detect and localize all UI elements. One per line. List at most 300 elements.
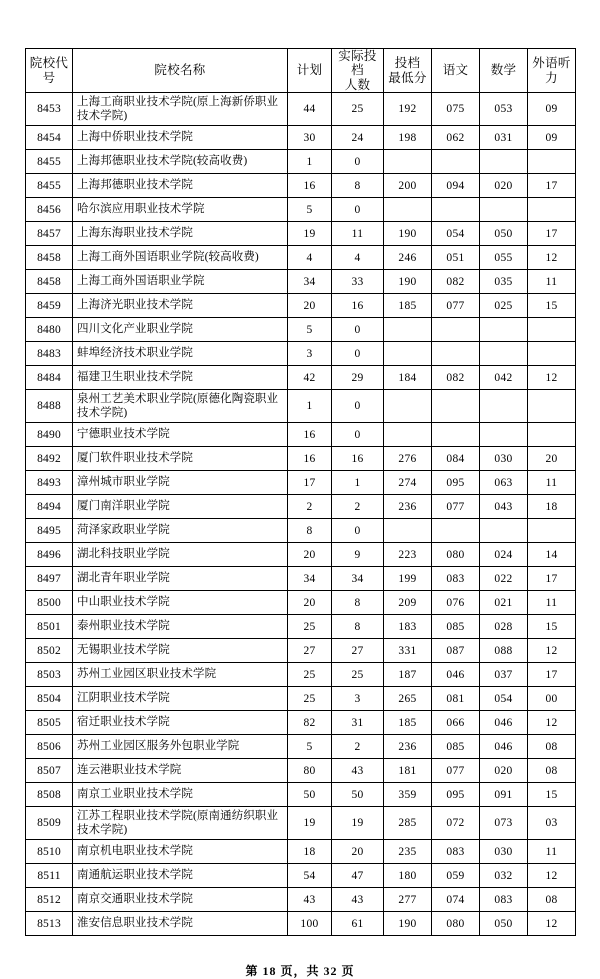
- cell-school-code: 8454: [26, 126, 73, 150]
- cell-school-code: 8453: [26, 93, 73, 126]
- cell-min-score: 359: [384, 783, 432, 807]
- cell-school-name: 苏州工业园区服务外包职业学院: [73, 735, 288, 759]
- cell-plan: 54: [288, 864, 332, 888]
- cell-chinese: 046: [432, 663, 480, 687]
- cell-actual-count: 50: [332, 783, 384, 807]
- cell-actual-count: 25: [332, 663, 384, 687]
- table-row: [26, 759, 576, 783]
- cell-math: 020: [480, 174, 528, 198]
- cell-math: [480, 318, 528, 342]
- cell-min-score: [384, 390, 432, 423]
- cell-min-score: 180: [384, 864, 432, 888]
- cell-chinese: 080: [432, 543, 480, 567]
- table-row: [26, 864, 576, 888]
- cell-school-code: 8508: [26, 783, 73, 807]
- cell-plan: 2: [288, 495, 332, 519]
- cell-math: 046: [480, 711, 528, 735]
- cell-chinese: 076: [432, 591, 480, 615]
- cell-actual-count: 27: [332, 639, 384, 663]
- cell-school-name: 福建卫生职业技术学院: [73, 366, 288, 390]
- cell-min-score: 181: [384, 759, 432, 783]
- cell-plan: 80: [288, 759, 332, 783]
- cell-math: 083: [480, 888, 528, 912]
- cell-actual-count: 29: [332, 366, 384, 390]
- cell-math: 024: [480, 543, 528, 567]
- cell-plan: 4: [288, 246, 332, 270]
- cell-english-listening: 08: [528, 759, 576, 783]
- cell-plan: 25: [288, 687, 332, 711]
- cell-min-score: [384, 423, 432, 447]
- cell-school-name: 菏泽家政职业学院: [73, 519, 288, 543]
- table-row: [26, 888, 576, 912]
- cell-plan: 1: [288, 150, 332, 174]
- cell-chinese: 085: [432, 735, 480, 759]
- table-row: [26, 423, 576, 447]
- cell-plan: 34: [288, 567, 332, 591]
- cell-plan: 5: [288, 198, 332, 222]
- cell-english-listening: 11: [528, 840, 576, 864]
- cell-plan: 8: [288, 519, 332, 543]
- cell-plan: 16: [288, 423, 332, 447]
- table-row: [26, 615, 576, 639]
- cell-english-listening: 00: [528, 687, 576, 711]
- cell-plan: 18: [288, 840, 332, 864]
- cell-chinese: 083: [432, 840, 480, 864]
- cell-school-name: 湖北青年职业学院: [73, 567, 288, 591]
- cell-math: 088: [480, 639, 528, 663]
- header-chinese: 语文: [432, 49, 480, 93]
- table-row: [26, 591, 576, 615]
- cell-school-name: 苏州工业园区职业技术学院: [73, 663, 288, 687]
- table-row: [26, 174, 576, 198]
- table-row: [26, 93, 576, 126]
- cell-min-score: 190: [384, 222, 432, 246]
- cell-school-name: 上海东海职业技术学院: [73, 222, 288, 246]
- cell-english-listening: [528, 318, 576, 342]
- cell-english-listening: 03: [528, 807, 576, 840]
- cell-english-listening: 18: [528, 495, 576, 519]
- cell-math: [480, 390, 528, 423]
- cell-min-score: 331: [384, 639, 432, 663]
- cell-school-code: 8457: [26, 222, 73, 246]
- cell-chinese: 066: [432, 711, 480, 735]
- table-row: [26, 222, 576, 246]
- cell-school-code: 8495: [26, 519, 73, 543]
- cell-school-name: 泉州工艺美术职业学院(原德化陶瓷职业技术学院): [73, 390, 288, 423]
- table-body: [26, 93, 576, 936]
- cell-english-listening: 11: [528, 591, 576, 615]
- cell-school-name: 哈尔滨应用职业技术学院: [73, 198, 288, 222]
- cell-school-code: 8488: [26, 390, 73, 423]
- cell-min-score: 192: [384, 93, 432, 126]
- cell-chinese: 074: [432, 888, 480, 912]
- admission-score-table: [25, 48, 576, 936]
- cell-school-name: 上海邦德职业技术学院(较高收费): [73, 150, 288, 174]
- cell-chinese: 081: [432, 687, 480, 711]
- cell-actual-count: 0: [332, 390, 384, 423]
- table-row: [26, 390, 576, 423]
- header-school-code: 院校代号: [26, 49, 73, 93]
- header-school-name: 院校名称: [73, 49, 288, 93]
- cell-chinese: 083: [432, 567, 480, 591]
- cell-english-listening: 12: [528, 711, 576, 735]
- table-row: [26, 519, 576, 543]
- table-row: [26, 270, 576, 294]
- cell-school-name: 厦门软件职业技术学院: [73, 447, 288, 471]
- cell-english-listening: 12: [528, 639, 576, 663]
- cell-min-score: 184: [384, 366, 432, 390]
- cell-math: 035: [480, 270, 528, 294]
- cell-math: 046: [480, 735, 528, 759]
- cell-math: 073: [480, 807, 528, 840]
- header-min-score-line1: 投档: [394, 56, 421, 71]
- cell-school-name: 上海工商职业技术学院(原上海新侨职业技术学院): [73, 93, 288, 126]
- table-row: [26, 246, 576, 270]
- cell-school-name: 湖北科技职业学院: [73, 543, 288, 567]
- cell-chinese: [432, 390, 480, 423]
- cell-school-code: 8496: [26, 543, 73, 567]
- cell-school-code: 8456: [26, 198, 73, 222]
- cell-actual-count: 0: [332, 150, 384, 174]
- header-english-listening: 外语听力: [528, 49, 576, 93]
- cell-min-score: [384, 150, 432, 174]
- cell-actual-count: 2: [332, 495, 384, 519]
- cell-chinese: 084: [432, 447, 480, 471]
- table-row: [26, 150, 576, 174]
- cell-actual-count: 1: [332, 471, 384, 495]
- cell-math: [480, 198, 528, 222]
- cell-chinese: [432, 150, 480, 174]
- cell-english-listening: 12: [528, 366, 576, 390]
- cell-min-score: 285: [384, 807, 432, 840]
- cell-actual-count: 0: [332, 318, 384, 342]
- cell-actual-count: 8: [332, 174, 384, 198]
- cell-actual-count: 0: [332, 342, 384, 366]
- cell-school-name: 宿迁职业技术学院: [73, 711, 288, 735]
- cell-math: 025: [480, 294, 528, 318]
- cell-min-score: 199: [384, 567, 432, 591]
- cell-min-score: 274: [384, 471, 432, 495]
- cell-min-score: [384, 198, 432, 222]
- cell-plan: 25: [288, 663, 332, 687]
- cell-english-listening: 08: [528, 888, 576, 912]
- cell-school-code: 8458: [26, 270, 73, 294]
- cell-chinese: 082: [432, 366, 480, 390]
- table-row: [26, 495, 576, 519]
- cell-english-listening: [528, 342, 576, 366]
- cell-school-code: 8512: [26, 888, 73, 912]
- cell-school-code: 8492: [26, 447, 73, 471]
- cell-chinese: 077: [432, 759, 480, 783]
- cell-school-name: 漳州城市职业学院: [73, 471, 288, 495]
- cell-actual-count: 16: [332, 294, 384, 318]
- cell-chinese: 077: [432, 495, 480, 519]
- header-plan: 计划: [288, 49, 332, 93]
- cell-plan: 19: [288, 222, 332, 246]
- table-row: [26, 807, 576, 840]
- cell-min-score: 276: [384, 447, 432, 471]
- cell-math: 050: [480, 912, 528, 936]
- cell-min-score: 235: [384, 840, 432, 864]
- cell-actual-count: 8: [332, 591, 384, 615]
- page-number-text: 第 18 页，共 32 页: [245, 964, 355, 979]
- cell-chinese: 054: [432, 222, 480, 246]
- header-actual-count: [332, 49, 384, 93]
- table-row: [26, 687, 576, 711]
- cell-math: 063: [480, 471, 528, 495]
- table-header-row: [26, 49, 576, 93]
- cell-min-score: 246: [384, 246, 432, 270]
- cell-school-name: 宁德职业技术学院: [73, 423, 288, 447]
- table-header: [26, 49, 576, 93]
- cell-school-code: 8503: [26, 663, 73, 687]
- cell-school-code: 8480: [26, 318, 73, 342]
- cell-math: 050: [480, 222, 528, 246]
- table-row: [26, 126, 576, 150]
- cell-school-name: 泰州职业技术学院: [73, 615, 288, 639]
- cell-math: 042: [480, 366, 528, 390]
- cell-chinese: 051: [432, 246, 480, 270]
- cell-plan: 20: [288, 294, 332, 318]
- cell-math: [480, 423, 528, 447]
- cell-school-code: 8493: [26, 471, 73, 495]
- cell-math: 091: [480, 783, 528, 807]
- cell-plan: 17: [288, 471, 332, 495]
- cell-plan: 3: [288, 342, 332, 366]
- cell-min-score: [384, 342, 432, 366]
- cell-plan: 42: [288, 366, 332, 390]
- cell-actual-count: 8: [332, 615, 384, 639]
- cell-chinese: 062: [432, 126, 480, 150]
- cell-school-name: 南京工业职业技术学院: [73, 783, 288, 807]
- cell-chinese: [432, 318, 480, 342]
- header-min-score: [384, 49, 432, 93]
- cell-chinese: 075: [432, 93, 480, 126]
- table-row: [26, 663, 576, 687]
- cell-actual-count: 9: [332, 543, 384, 567]
- cell-math: 032: [480, 864, 528, 888]
- cell-actual-count: 2: [332, 735, 384, 759]
- cell-min-score: 187: [384, 663, 432, 687]
- cell-school-name: 无锡职业技术学院: [73, 639, 288, 663]
- cell-english-listening: 15: [528, 615, 576, 639]
- cell-actual-count: 11: [332, 222, 384, 246]
- cell-school-code: 8501: [26, 615, 73, 639]
- cell-school-name: 江阴职业技术学院: [73, 687, 288, 711]
- table-row: [26, 567, 576, 591]
- cell-english-listening: 11: [528, 270, 576, 294]
- cell-math: 037: [480, 663, 528, 687]
- cell-school-code: 8502: [26, 639, 73, 663]
- table-row: [26, 639, 576, 663]
- cell-english-listening: 14: [528, 543, 576, 567]
- cell-plan: 5: [288, 318, 332, 342]
- cell-plan: 1: [288, 390, 332, 423]
- cell-actual-count: 31: [332, 711, 384, 735]
- table-row: [26, 447, 576, 471]
- cell-school-name: 上海工商外国语职业学院: [73, 270, 288, 294]
- cell-chinese: 077: [432, 294, 480, 318]
- cell-english-listening: 12: [528, 246, 576, 270]
- cell-school-code: 8494: [26, 495, 73, 519]
- cell-math: 043: [480, 495, 528, 519]
- cell-math: 053: [480, 93, 528, 126]
- cell-english-listening: 17: [528, 567, 576, 591]
- cell-plan: 20: [288, 543, 332, 567]
- cell-plan: 82: [288, 711, 332, 735]
- cell-chinese: 072: [432, 807, 480, 840]
- cell-min-score: 236: [384, 495, 432, 519]
- cell-school-code: 8504: [26, 687, 73, 711]
- cell-plan: 27: [288, 639, 332, 663]
- cell-actual-count: 4: [332, 246, 384, 270]
- cell-english-listening: 17: [528, 222, 576, 246]
- cell-actual-count: 61: [332, 912, 384, 936]
- cell-english-listening: 09: [528, 126, 576, 150]
- cell-english-listening: 11: [528, 471, 576, 495]
- table-row: [26, 318, 576, 342]
- cell-english-listening: [528, 150, 576, 174]
- cell-school-code: 8497: [26, 567, 73, 591]
- cell-chinese: [432, 519, 480, 543]
- cell-school-name: 淮安信息职业技术学院: [73, 912, 288, 936]
- cell-plan: 44: [288, 93, 332, 126]
- cell-school-name: 上海邦德职业技术学院: [73, 174, 288, 198]
- cell-chinese: 095: [432, 783, 480, 807]
- cell-english-listening: 20: [528, 447, 576, 471]
- cell-plan: 30: [288, 126, 332, 150]
- cell-school-name: 上海工商外国语职业学院(较高收费): [73, 246, 288, 270]
- cell-school-code: 8505: [26, 711, 73, 735]
- header-actual-count-line2: 人数: [344, 77, 371, 92]
- cell-chinese: 095: [432, 471, 480, 495]
- cell-english-listening: [528, 198, 576, 222]
- cell-school-name: 中山职业技术学院: [73, 591, 288, 615]
- cell-min-score: 223: [384, 543, 432, 567]
- cell-actual-count: 20: [332, 840, 384, 864]
- page-footer: [25, 962, 575, 979]
- cell-actual-count: 0: [332, 423, 384, 447]
- table-row: [26, 342, 576, 366]
- cell-math: 054: [480, 687, 528, 711]
- cell-school-code: 8459: [26, 294, 73, 318]
- cell-plan: 100: [288, 912, 332, 936]
- cell-math: 020: [480, 759, 528, 783]
- cell-english-listening: [528, 423, 576, 447]
- cell-school-code: 8510: [26, 840, 73, 864]
- cell-min-score: 190: [384, 912, 432, 936]
- cell-actual-count: 43: [332, 759, 384, 783]
- cell-english-listening: 15: [528, 294, 576, 318]
- cell-school-code: 8455: [26, 174, 73, 198]
- table-row: [26, 711, 576, 735]
- cell-school-name: 上海中侨职业技术学院: [73, 126, 288, 150]
- cell-math: 022: [480, 567, 528, 591]
- cell-math: 028: [480, 615, 528, 639]
- cell-chinese: 094: [432, 174, 480, 198]
- cell-chinese: 087: [432, 639, 480, 663]
- cell-english-listening: [528, 519, 576, 543]
- cell-school-name: 南通航运职业技术学院: [73, 864, 288, 888]
- cell-min-score: 198: [384, 126, 432, 150]
- cell-school-code: 8509: [26, 807, 73, 840]
- cell-min-score: 183: [384, 615, 432, 639]
- cell-actual-count: 0: [332, 519, 384, 543]
- table-row: [26, 471, 576, 495]
- cell-chinese: [432, 423, 480, 447]
- cell-min-score: 236: [384, 735, 432, 759]
- table-row: [26, 783, 576, 807]
- cell-plan: 16: [288, 174, 332, 198]
- cell-chinese: 082: [432, 270, 480, 294]
- table-row: [26, 543, 576, 567]
- cell-plan: 19: [288, 807, 332, 840]
- cell-english-listening: 08: [528, 735, 576, 759]
- cell-min-score: 185: [384, 294, 432, 318]
- table-row: [26, 735, 576, 759]
- cell-plan: 34: [288, 270, 332, 294]
- cell-english-listening: 12: [528, 912, 576, 936]
- cell-english-listening: 09: [528, 93, 576, 126]
- cell-math: 031: [480, 126, 528, 150]
- cell-actual-count: 24: [332, 126, 384, 150]
- cell-school-code: 8500: [26, 591, 73, 615]
- cell-chinese: 059: [432, 864, 480, 888]
- cell-math: 030: [480, 840, 528, 864]
- cell-min-score: 185: [384, 711, 432, 735]
- cell-chinese: 085: [432, 615, 480, 639]
- cell-actual-count: 34: [332, 567, 384, 591]
- cell-min-score: [384, 318, 432, 342]
- cell-math: 030: [480, 447, 528, 471]
- cell-school-code: 8511: [26, 864, 73, 888]
- cell-school-code: 8490: [26, 423, 73, 447]
- cell-actual-count: 0: [332, 198, 384, 222]
- cell-plan: 43: [288, 888, 332, 912]
- cell-school-code: 8513: [26, 912, 73, 936]
- cell-school-name: 连云港职业技术学院: [73, 759, 288, 783]
- cell-plan: 25: [288, 615, 332, 639]
- cell-min-score: [384, 519, 432, 543]
- cell-actual-count: 25: [332, 93, 384, 126]
- cell-school-code: 8455: [26, 150, 73, 174]
- cell-math: 021: [480, 591, 528, 615]
- cell-school-code: 8458: [26, 246, 73, 270]
- cell-school-name: 南京机电职业技术学院: [73, 840, 288, 864]
- cell-min-score: 200: [384, 174, 432, 198]
- cell-school-name: 江苏工程职业技术学院(原南通纺织职业技术学院): [73, 807, 288, 840]
- cell-school-name: 上海济光职业技术学院: [73, 294, 288, 318]
- cell-chinese: [432, 198, 480, 222]
- table-row: [26, 840, 576, 864]
- cell-actual-count: 33: [332, 270, 384, 294]
- table-row: [26, 366, 576, 390]
- cell-min-score: 277: [384, 888, 432, 912]
- cell-plan: 50: [288, 783, 332, 807]
- cell-chinese: [432, 342, 480, 366]
- cell-plan: 5: [288, 735, 332, 759]
- header-min-score-line2: 最低分: [388, 70, 427, 85]
- cell-english-listening: 17: [528, 174, 576, 198]
- cell-math: [480, 342, 528, 366]
- cell-school-code: 8507: [26, 759, 73, 783]
- cell-english-listening: 15: [528, 783, 576, 807]
- cell-math: [480, 150, 528, 174]
- table-row: [26, 912, 576, 936]
- cell-min-score: 265: [384, 687, 432, 711]
- cell-actual-count: 16: [332, 447, 384, 471]
- cell-school-code: 8484: [26, 366, 73, 390]
